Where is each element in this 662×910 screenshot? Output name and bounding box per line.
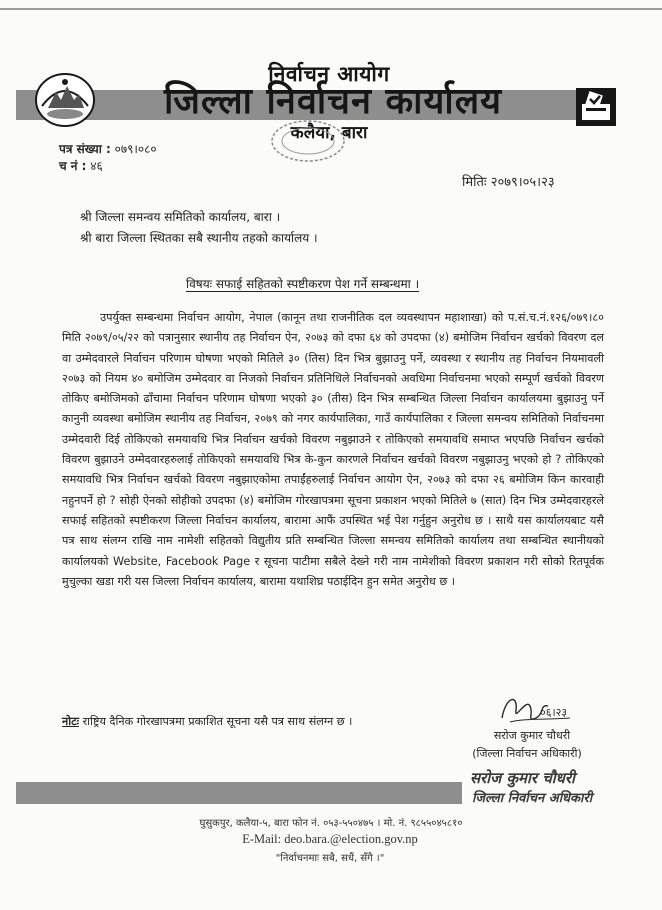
organization-name: निर्वाचन आयोग xyxy=(268,62,390,86)
office-address: कलैया, बारा xyxy=(290,123,368,143)
office-stamp xyxy=(268,118,348,164)
letter-date: मितिः २०७९।०५।२३ xyxy=(462,175,555,190)
recipient-2: श्री बारा जिल्ला स्थितका सबै स्थानीय तहको कार्यालय । xyxy=(80,231,318,245)
title-stamp: जिल्ला निर्वाचन अधिकारी xyxy=(472,791,593,806)
letter-body xyxy=(62,308,604,592)
chalani-number: च नं : ४६ xyxy=(59,159,103,173)
signatory-title: (जिल्ला निर्वाचन अधिकारी) xyxy=(472,747,582,760)
top-rule xyxy=(0,8,662,10)
recipient-1: श्री जिल्ला समन्वय समितिको कार्यालय, बारा । xyxy=(80,210,281,224)
footer-email: E-Mail: deo.bara.@election.gov.np xyxy=(242,832,418,846)
ballot-box-icon xyxy=(576,88,616,126)
footer-band xyxy=(16,782,462,804)
footer-contact: घुसुकपुर, कलैया-५, बारा फोन नं. ०५३-५५०४७५ । मो. नं. ९८५५०४५८१० xyxy=(199,818,463,829)
body-paragraph: उपर्युक्त सम्बन्धमा निर्वाचन आयोग, नेपाल (कानून तथा राजनीतिक दल व्यवस्थापन महाशाखा) को प.सं.च.नं.१२६/०७९।८० मिति २०७९/०५/२२ को पत्रानुसार स्थानीय तह निर्वाचन ऐन, २०७३ को दफा ६४ को उपदफा (४) बमोजिम निर्वाचन खर्चको विवरण दल वा उम्मेदवारले निर्वाचन परिणाम घोषणा भएको मितिले ३० (तिस) दिन भित्र बुझाउनु पर्ने, व्यवस्था र स्थानीय तह निर्वाचन नियमावली २०७३ को नियम ४० बमोजिम उम्मेदवार वा निजको निर्वाचन प्रतिनिधिले निर्वाचनको अवधिमा निर्वाचनमा भएको सम्पूर्ण खर्चको विवरण तोकिए बमोजिमको ढाँचामा निर्वाचन परिणाम घोषणा भएको ३० (तीस) दिन भित्र सम्बन्धित जिल्ला निर्वाचन कार्यालयमा बुझाउनु पर्ने कानुनी व्यवस्था बमोजिम स्थानीय तह निर्वाचन, २०७९ को नगर कार्यपालिका, गाउँ कार्यपालिका र जिल्ला समन्वय समितिको निर्वाचनमा उम्मेदवारी दिई तोकिएको समयावधि भित्र निर्वाचन खर्चको विवरण नबुझाउने र तोकिएको समयावधि समाप्त भएपछि निर्वाचन खर्चको विवरण बुझाउने उम्मेदवारहरुलाई तोकिएको समयावधि भित्र के-कुन कारणले निर्वाचन खर्चको विवरण नबुझाउनु भएको हो ? तोकिएको समयावधि भित्र निर्वाचन खर्चको विवरण नबुझाएकोमा तपाईंहरुलाई निर्वाचन आयोग ऐन, २०७३ को दफा २६ बमोजिम किन कारवाही नहुनपर्ने हो ? सोही ऐनको सोहीको उपदफा (४) बमोजिम गोरखापत्रमा सूचना प्रकाशन भएको मितिले ७ (सात) दिन भित्र उम्मेदवारहरले सफाई सहितको स्पष्टीकरण जिल्ला निर्वाचन कार्यालय, बारामा आफैं उपस्थित भई पेश गर्नुहुन अनुरोध छ । साथै यस कार्यालयबाट यसै पत्र साथ संलग्न राखि नाम नामेशी सहितको विद्युतीय प्रति सम्बन्धित जिल्ला समन्वय समितिको कार्यालय तथा सम्बन्धित स्थानीयको कार्यालयको Website, Facebook Page र सूचना पाटीमा सबैले देख्ने गरी नाम नामेशीको विवरण प्रकाशन गरी सोको रितपूर्वक मुचुल्का खडा गरी यस जिल्ला निर्वाचन कार्यालय, बारामा यथाशिघ्र पठाईदिन हुन समेत अनुरोध छ । xyxy=(62,311,604,588)
note-line: नोटः राष्ट्रिय दैनिक गोरखापत्रमा प्रकाशित सूचना यसै पत्र साथ संलग्न छ । xyxy=(62,715,353,728)
subject-line: विषयः सफाई सहितको स्पष्टीकरण पेश गर्ने सम्बन्धमा । xyxy=(186,277,420,291)
nepal-emblem-icon xyxy=(34,70,96,128)
signature-image xyxy=(496,688,576,732)
signatory-name: सरोज कुमार चौधरी xyxy=(493,729,571,742)
office-name: जिल्ला निर्वाचन कार्यालय xyxy=(163,81,503,122)
footer-slogan: "निर्वाचनमाः सबै, सधैं, सँगै ।" xyxy=(275,853,385,864)
patra-sankhya: पत्र संख्या : ०७९।०८० xyxy=(59,142,157,156)
name-stamp: सरोज कुमार चौधरी xyxy=(470,769,575,787)
signature-date: ०६।२३ xyxy=(540,706,568,719)
